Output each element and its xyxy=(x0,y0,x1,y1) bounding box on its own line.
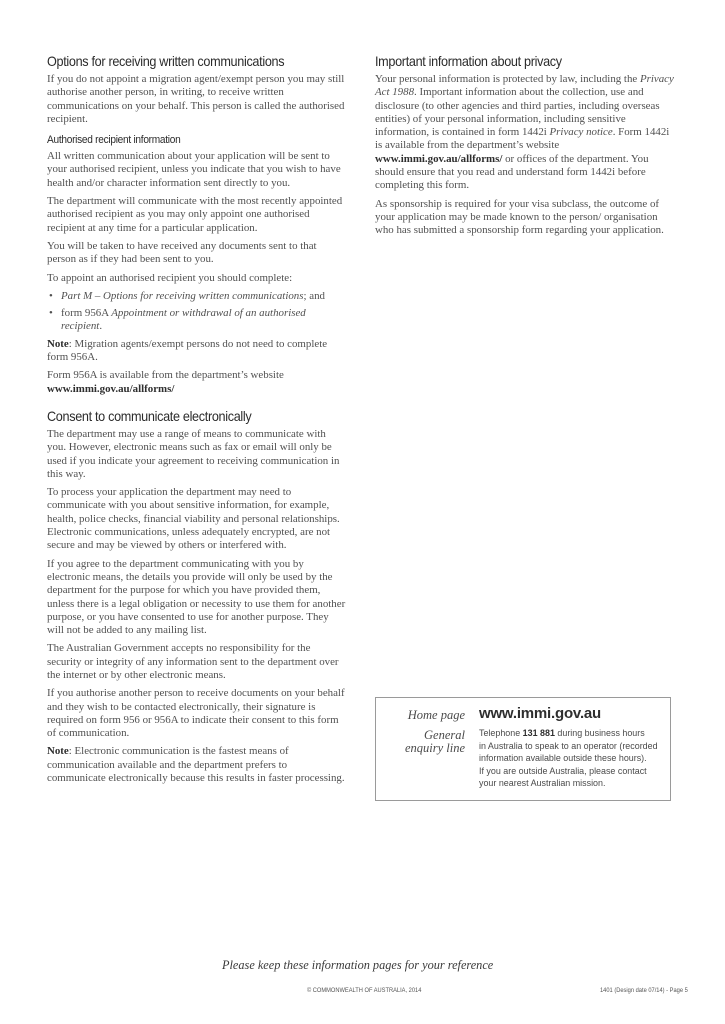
privacy-p1: Your personal information is protected by law, including the Privacy Act 1988. Important information about the collection, use and disclosure (to other agencies and third parties, including overseas entities) of your personal information, including sensitive information, is contained in form 1442i Privacy notice. Form 1442i is available from the department’s website www.immi.gov.au/allforms/ or offices of the department. You should ensure that you read and understand form 1442i before completing this form. xyxy=(375,73,674,192)
authorised-heading: Authorised recipient information xyxy=(47,134,181,147)
consent-p4: The Australian Government accepts no responsibility for the security or integrity of any information sent to the department over the internet or by other electronic means. xyxy=(47,642,339,681)
privacy-allforms-link[interactable]: www.immi.gov.au/allforms/ xyxy=(375,152,503,165)
left-column xyxy=(47,54,347,790)
footer-reference-note: Please keep these information pages for your reference xyxy=(222,958,494,972)
consent-heading: Consent to communicate electronically xyxy=(47,408,252,424)
privacy-heading: Important information about privacy xyxy=(375,54,562,69)
home-page-link[interactable]: www.immi.gov.au xyxy=(479,705,602,722)
enquiry-details: Telephone 131 881 during business hours in Australia to speak to an operator (recorded information available outside these hours). If you are outside Australia, please contact your nearest Australian mission. xyxy=(479,728,658,790)
phone-number: 131 881 xyxy=(522,728,555,739)
form-availability: Form 956A is available from the department’s website www.immi.gov.au/allforms/ xyxy=(47,369,284,395)
page-reference: 1401 (Design date 07/14) - Page 5 xyxy=(600,987,688,994)
copyright-text: © COMMONWEALTH OF AUSTRALIA, 2014 xyxy=(307,987,422,994)
authorised-p2: The department will communicate with the most recently appointed authorised recipient as you may only appoint one authorised recipient at any time for a particular application. xyxy=(47,195,343,234)
enquiry-label: General enquiry line xyxy=(404,728,465,755)
options-intro: If you do not appoint a migration agent/exempt person you may still authorise another person, in writing, to receive written communications on your behalf. This person is called the authorised recipient. xyxy=(47,73,345,125)
consent-p3: If you agree to the department communicating with you by electronic means, the details you provide will only be used by the department for the purpose for which you have provided them, unless there is a legal obligation or necessity to use them for another purpose, or you have consented to use for another purpose. They will not be added to any mailing list. xyxy=(47,557,346,637)
authorised-note: Note: Migration agents/exempt persons do not need to complete form 956A. xyxy=(47,337,328,364)
authorised-p4: To appoint an authorised recipient you should complete: xyxy=(47,271,293,284)
bullet-icon: • xyxy=(49,307,53,320)
authorised-bullets xyxy=(47,290,347,334)
allforms-link[interactable]: www.immi.gov.au/allforms/ xyxy=(47,382,175,395)
contact-info-box xyxy=(375,697,671,801)
bullet-icon: • xyxy=(49,289,53,302)
bullet-item: • form 956A Appointment or withdrawal of an authorised recipient. xyxy=(49,307,306,333)
authorised-p1: All written communication about your application will be sent to your authorised recipient, unless you indicate that you wish to have health and/or character information sent directly to you. xyxy=(47,150,341,189)
consent-p2: To process your application the department may need to communicate with you about sensitive information, for example, health, police checks, financial viability and personal relationships. Electronic communications, unless adequately encrypted, are not secure and may be viewed by others or interfered with. xyxy=(47,486,340,552)
home-page-label: Home page xyxy=(407,708,465,722)
right-column xyxy=(375,54,675,243)
consent-p5: If you authorise another person to receive documents on your behalf and they wish to be contacted electronically, their signature is required on form 956 or 956A to indicate their consent to this form of communication. xyxy=(47,687,345,740)
bullet-item: • Part M – Options for receiving written communications; and xyxy=(49,289,325,302)
options-heading: Options for receiving written communications xyxy=(47,54,285,69)
consent-section xyxy=(47,409,347,785)
privacy-section xyxy=(375,54,675,238)
authorised-p3: You will be taken to have received any documents sent to that person as if they had been sent to you. xyxy=(47,239,317,266)
consent-note: Note: Electronic communication is the fastest means of communication available and the department prefers to communicate electronically because this results in faster processing. xyxy=(47,745,345,785)
options-section xyxy=(47,54,347,396)
consent-p1: The department may use a range of means to communicate with you. However, electronic means such as fax or email will only be used if you indicate your agreement to receiving communication in this way. xyxy=(47,427,340,480)
privacy-p2: As sponsorship is required for your visa subclass, the outcome of your application may be made known to the person/ organisation who has submitted a sponsorship form regarding your application. xyxy=(375,197,664,237)
